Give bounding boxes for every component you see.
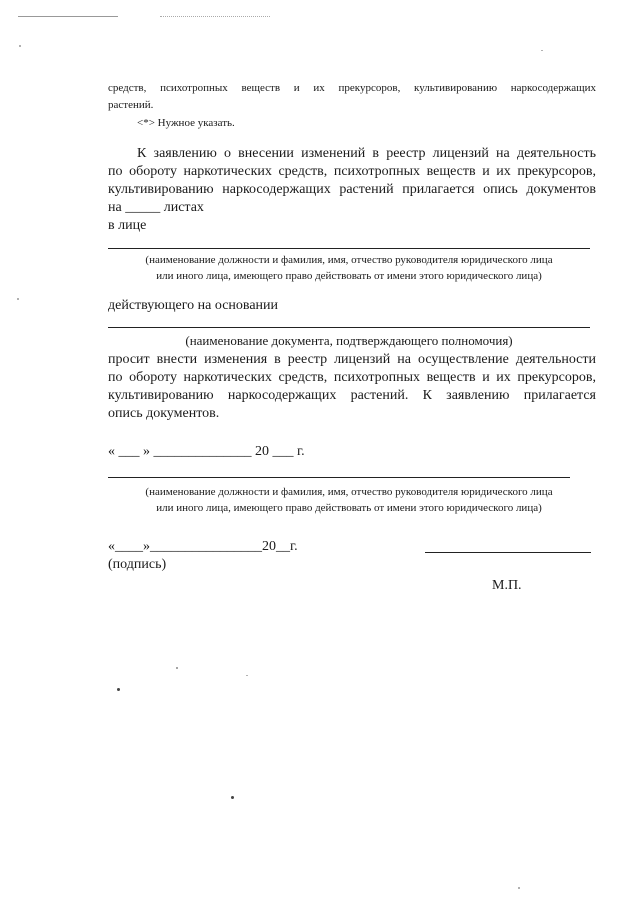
scan-speck — [518, 887, 520, 889]
date-field-2[interactable]: «____»________________20__г. — [108, 539, 298, 554]
scan-speck — [246, 675, 248, 676]
scan-speck — [541, 50, 543, 51]
caption1 — [108, 252, 590, 284]
paragraph1-line3: культивированию наркосодержащих растений прилагается опись документов — [108, 182, 596, 197]
signatory-fill-line[interactable] — [108, 477, 570, 478]
sheets-suffix: листах — [163, 200, 204, 215]
footnote-note: <*> Нужное указать. — [137, 117, 235, 129]
scan-edge-line — [18, 16, 118, 17]
scan-speck — [19, 45, 21, 47]
sheets-prefix: на — [108, 200, 122, 215]
date-field-1[interactable]: « ___ » ______________ 20 ___ г. — [108, 444, 305, 459]
basis-fill-line[interactable] — [108, 327, 590, 328]
scan-edge-line — [160, 16, 270, 17]
scan-speck — [117, 688, 120, 691]
top-paragraph-line2: растений. — [108, 99, 154, 111]
caption2: (наименование документа, подтверждающего полномочия) — [185, 333, 513, 348]
sheets-count-blank[interactable]: _____ — [125, 200, 161, 215]
in-person-label: в лице — [108, 218, 147, 233]
top-paragraph-line1: средств, психотропных веществ и их прекурсоров, культивированию наркосодержащих — [108, 82, 596, 94]
caption3-line1: (наименование должности и фамилия, имя, отчество руководителя юридического лица — [145, 486, 553, 498]
caption1-line1: (наименование должности и фамилия, имя, отчество руководителя юридического лица — [145, 254, 553, 266]
representative-fill-line[interactable] — [108, 248, 590, 249]
paragraph2-line3: культивированию наркосодержащих растений. К заявлению прилагается — [108, 388, 596, 403]
paragraph2-line4: опись документов. — [108, 406, 220, 421]
signature-label: (подпись) — [108, 557, 167, 572]
basis-label: действующего на основании — [108, 298, 279, 313]
paragraph1-line4 — [108, 200, 204, 216]
scan-speck — [176, 667, 178, 669]
scan-speck — [231, 796, 234, 799]
caption3 — [108, 484, 590, 516]
stamp-label: М.П. — [492, 578, 522, 593]
paragraph2-line2: по обороту наркотических средств, психотропных веществ и их прекурсоров, — [108, 370, 596, 385]
caption3-line2: или иного лица, имеющего право действовать от имени этого юридического лица) — [156, 502, 542, 514]
scan-speck — [17, 298, 19, 300]
caption1-line2: или иного лица, имеющего право действовать от имени этого юридического лица) — [156, 270, 542, 282]
paragraph1-line1: К заявлению о внесении изменений в реестр лицензий на деятельность — [137, 146, 596, 161]
paragraph2-line1: просит внести изменения в реестр лицензий на осуществление деятельности — [108, 352, 596, 367]
paragraph1-line2: по обороту наркотических средств, психотропных веществ и их прекурсоров, — [108, 164, 596, 179]
signature-fill-line[interactable] — [425, 552, 591, 553]
